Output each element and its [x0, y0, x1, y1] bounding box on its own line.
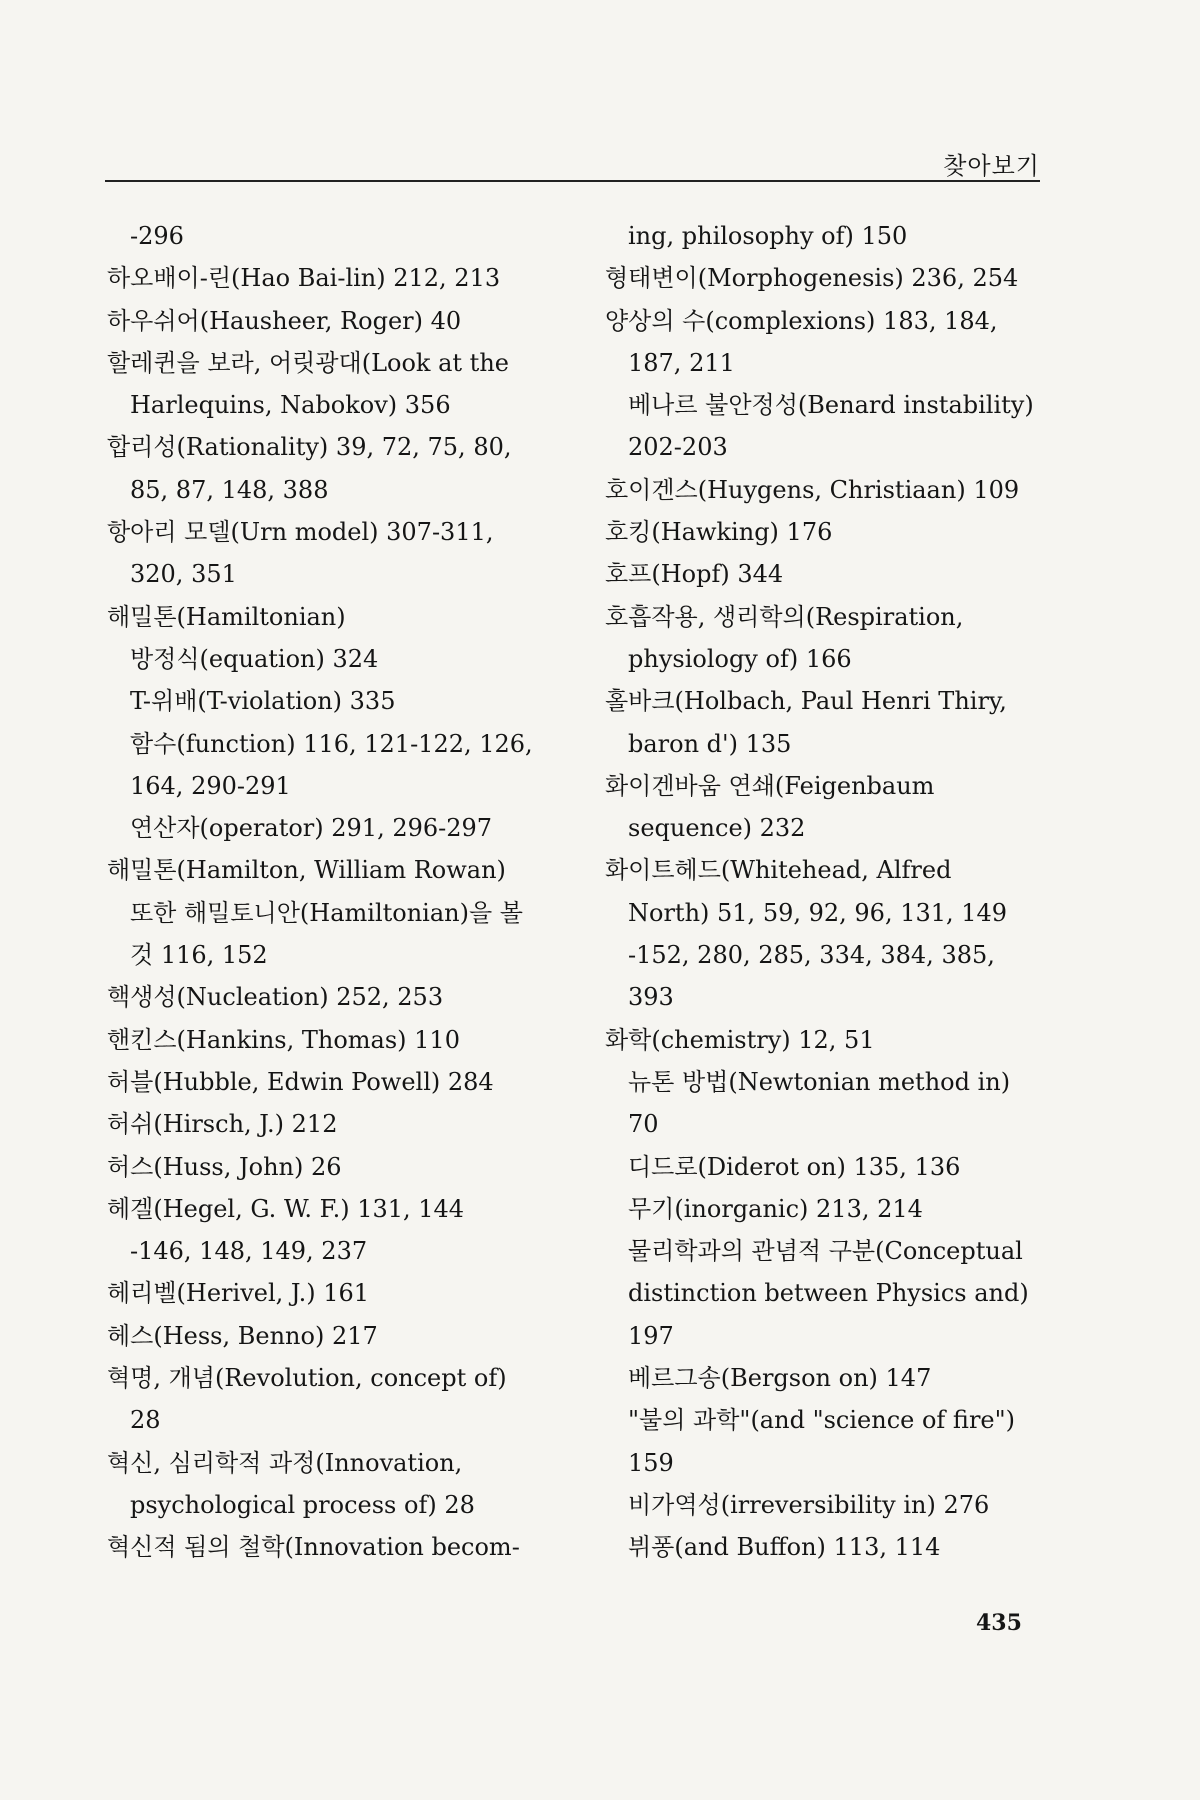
index-entry-line: 뷔퐁(and Buffon) 113, 114 — [628, 1533, 941, 1562]
index-entry-line: 형태변이(Morphogenesis) 236, 254 — [605, 264, 1019, 293]
index-entry-line: baron d') 135 — [628, 729, 792, 758]
index-entry-line: 뉴톤 방법(Newtonian method in) — [628, 1067, 1011, 1096]
index-entry-line: 허스(Huss, John) 26 — [107, 1152, 342, 1181]
index-entry-line: 합리성(Rationality) 39, 72, 75, 80, — [107, 433, 512, 462]
index-entry-line: 혁신, 심리학적 과정(Innovation, — [107, 1448, 463, 1477]
index-entry-line: Harlequins, Nabokov) 356 — [130, 391, 451, 420]
index-entry-line: T-위배(T-violation) 335 — [130, 687, 396, 716]
index-entry-line: distinction between Physics and) — [628, 1279, 1029, 1308]
index-entry-line: 393 — [628, 983, 674, 1012]
index-entry-line: 화학(chemistry) 12, 51 — [605, 1025, 875, 1054]
index-entry-line: 디드로(Diderot on) 135, 136 — [628, 1152, 961, 1181]
index-entry-line: North) 51, 59, 92, 96, 131, 149 — [628, 898, 1008, 927]
index-entry-line: 물리학과의 관념적 구분(Conceptual — [628, 1237, 1023, 1266]
index-entry-line: 헤리벨(Herivel, J.) 161 — [107, 1279, 370, 1308]
running-header-title: 찾아보기 — [943, 152, 1040, 180]
index-entry-line: sequence) 232 — [628, 814, 806, 843]
index-entry-line: 호이겐스(Huygens, Christiaan) 109 — [605, 475, 1020, 504]
index-entry-line: 화이트헤드(Whitehead, Alfred — [605, 856, 952, 885]
index-entry-line: 28 — [130, 1406, 161, 1435]
index-entry-line: 화이겐바움 연쇄(Feigenbaum — [605, 771, 935, 800]
index-entry-line: 연산자(operator) 291, 296-297 — [130, 814, 493, 843]
index-entry-line: 함수(function) 116, 121-122, 126, — [130, 729, 533, 758]
index-entry-line: 호킹(Hawking) 176 — [605, 518, 833, 547]
index-entry-line: 하오배이-린(Hao Bai-lin) 212, 213 — [107, 264, 501, 293]
index-entry-line: -152, 280, 285, 334, 384, 385, — [628, 941, 995, 970]
index-entry-line: 양상의 수(complexions) 183, 184, — [605, 306, 998, 335]
index-entry-line: "불의 과학"(and "science of fire") — [628, 1406, 1016, 1435]
index-entry-line: 320, 351 — [130, 560, 237, 589]
index-entry-line: -296 — [130, 222, 184, 250]
index-entry-line: 허블(Hubble, Edwin Powell) 284 — [107, 1067, 494, 1096]
index-entry-line: -146, 148, 149, 237 — [130, 1237, 368, 1266]
index-entry-line: 또한 해밀토니안(Hamiltonian)을 볼 — [130, 898, 523, 927]
index-entry-line: 베르그송(Bergson on) 147 — [628, 1364, 932, 1393]
index-entry-line: 헤겔(Hegel, G. W. F.) 131, 144 — [107, 1194, 465, 1223]
index-entry-line: 85, 87, 148, 388 — [130, 475, 329, 504]
index-entry-line: psychological process of) 28 — [130, 1490, 475, 1519]
index-entry-line: 혁신적 됨의 철학(Innovation becom- — [107, 1533, 520, 1562]
index-entry-line: 164, 290-291 — [130, 771, 291, 800]
index-entry-line: 핵생성(Nucleation) 252, 253 — [107, 983, 444, 1012]
index-entry-line: 방정식(equation) 324 — [130, 644, 379, 673]
index-entry-line: physiology of) 166 — [628, 644, 852, 673]
index-entry-line: 197 — [628, 1321, 674, 1350]
index-entry-line: 해밀톤(Hamiltonian) — [107, 602, 346, 631]
index-entry-line: 무기(inorganic) 213, 214 — [628, 1194, 923, 1223]
index-entry-line: 159 — [628, 1448, 674, 1477]
index-entry-line: 70 — [628, 1110, 659, 1139]
index-entry-line: 187, 211 — [628, 348, 735, 377]
index-entry-line: 비가역성(irreversibility in) 276 — [628, 1490, 990, 1519]
index-entry-line: 홀바크(Holbach, Paul Henri Thiry, — [605, 687, 1007, 716]
index-entry-line: 호흡작용, 생리학의(Respiration, — [605, 602, 964, 631]
index-entry-line: 혁명, 개념(Revolution, concept of) — [107, 1364, 507, 1393]
header-rule — [105, 180, 1040, 182]
index-entry-line: ing, philosophy of) 150 — [628, 222, 908, 250]
index-entry-line: 베나르 불안정성(Benard instability) — [628, 391, 1034, 420]
index-column-right — [605, 215, 1055, 1569]
index-entry-line: 할레퀸을 보라, 어릿광대(Look at the — [107, 348, 509, 377]
index-entry-line: 호프(Hopf) 344 — [605, 560, 784, 589]
index-entry-line: 핸킨스(Hankins, Thomas) 110 — [107, 1025, 460, 1054]
index-column-left — [107, 215, 557, 1569]
page-number: 435 — [976, 1610, 1022, 1636]
index-entry-line: 하우쉬어(Hausheer, Roger) 40 — [107, 306, 462, 335]
index-entry-line: 것 116, 152 — [130, 941, 268, 970]
index-entry-line: 항아리 모델(Urn model) 307-311, — [107, 518, 494, 547]
index-entry-line: 허쉬(Hirsch, J.) 212 — [107, 1110, 338, 1139]
index-entry-line: 해밀톤(Hamilton, William Rowan) — [107, 856, 506, 885]
index-entry-line: 202-203 — [628, 433, 728, 462]
index-entry-line: 헤스(Hess, Benno) 217 — [107, 1321, 378, 1350]
